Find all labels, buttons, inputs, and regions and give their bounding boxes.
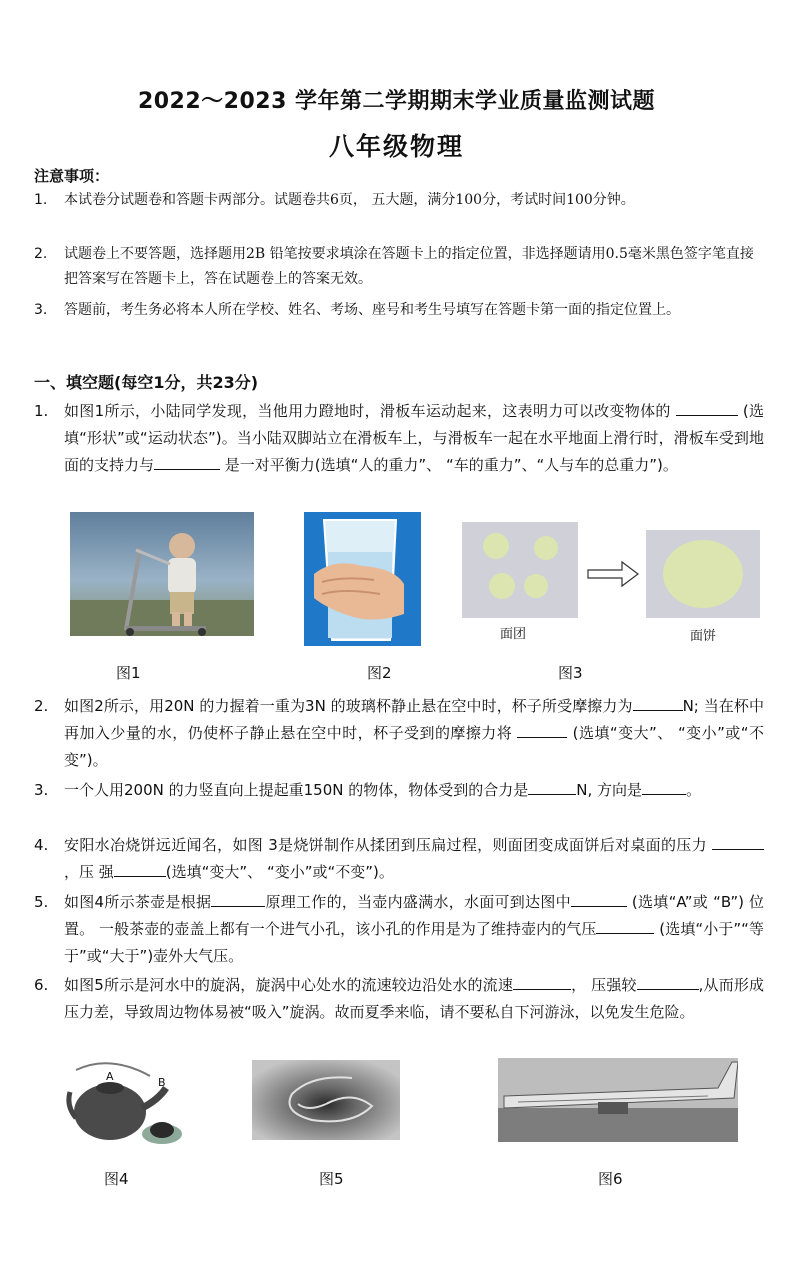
- question-1: [34, 398, 764, 479]
- figure-3-right-label: 面饼: [690, 629, 717, 644]
- notice-item-text: 答题前，考生务必将本人所在学校、姓名、考场、座号和考生号填写在答题卡第一面的指定位置上。: [64, 302, 680, 318]
- figure-5-caption: 图5: [319, 1170, 344, 1188]
- question-number: 6.: [34, 976, 49, 994]
- answer-blank[interactable]: [517, 721, 567, 738]
- question-4: [34, 832, 764, 886]
- figure-2-caption: 图2: [367, 664, 392, 682]
- question-text: N, 方向是: [576, 781, 643, 799]
- question-text: ， 压强较: [570, 976, 637, 994]
- question-5: [34, 889, 764, 970]
- exam-subtitle: 八年级物理: [328, 132, 464, 161]
- figure-3-dough-image: [462, 522, 762, 646]
- question-text: (选填“变大”、 “变小”或“不变”)。: [165, 863, 394, 881]
- figure-4-label-b: B: [158, 1076, 166, 1089]
- notice-item: [34, 188, 764, 213]
- notice-item: [34, 298, 764, 323]
- question-text: 是一对平衡力(选填“人的重力”、 “车的重力”、“人与车的总重力”)。: [220, 456, 678, 474]
- question-text: 如图5所示是河水中的旋涡，旋涡中心处水的流速较边沿处水的流速: [64, 976, 513, 994]
- figure-3-caption: 图3: [558, 664, 583, 682]
- question-2: [34, 693, 764, 774]
- question-text: (选填“A”或 “B”) 位置。 一般茶壶的壶盖上都有一个进气小孔，该小孔的作用是为了维持壶内的气压: [64, 893, 764, 938]
- answer-blank[interactable]: [596, 917, 654, 934]
- question-text: ,从而形成压力差，导致周边物体易被“吸入”旋涡。故而夏季来临，请不要私自下河游泳，以免发生危险。: [64, 976, 764, 1021]
- figure-5-whirlpool-image: [252, 1060, 400, 1140]
- question-text: 如图1所示，小陆同学发现，当他用力蹬地时，滑板车运动起来，这表明力可以改变物体的: [64, 402, 676, 420]
- question-text: 一个人用200N 的力竖直向上提起重150N 的物体，物体受到的合力是: [64, 781, 529, 799]
- figure-4-caption: 图4: [104, 1170, 129, 1188]
- question-number: 3.: [34, 781, 49, 799]
- question-number: 2.: [34, 697, 49, 715]
- section-heading: 一、填空题(每空1分，共23分): [34, 373, 259, 392]
- answer-blank[interactable]: [571, 890, 627, 907]
- question-text: 。: [686, 781, 702, 799]
- question-text: N; 当在杯中再加入少量的水，仍使杯子静止悬在空中时，杯子受到的摩擦力将: [64, 697, 765, 742]
- question-text: 原理工作的，当壶内盛满水，水面可到达图中: [265, 893, 571, 911]
- figure-3-left-label: 面团: [500, 627, 527, 642]
- answer-blank[interactable]: [513, 973, 571, 990]
- figure-1-caption: 图1: [116, 664, 141, 682]
- question-6: [34, 972, 764, 1026]
- question-text: (选填“形状”或“运动状态”)。当小陆双脚站立在滑板车上，与滑板车一起在水平地面上滑行时，滑板车受到地面的支持力与: [64, 402, 764, 474]
- answer-blank[interactable]: [154, 453, 220, 470]
- notice-item-number: 3.: [34, 302, 48, 318]
- answer-blank[interactable]: [633, 694, 683, 711]
- answer-blank[interactable]: [114, 860, 166, 877]
- question-text: (选填“小于”“等于”或“大于”)壶外大气压。: [64, 920, 764, 965]
- question-number: 5.: [34, 893, 49, 911]
- answer-blank[interactable]: [642, 778, 686, 795]
- question-text: 如图4所示茶壶是根据: [64, 893, 212, 911]
- answer-blank[interactable]: [211, 890, 265, 907]
- notice-item-text: 本试卷分试题卷和答题卡两部分。试题卷共6页， 五大题，满分100分，考试时间100分钟。: [64, 192, 635, 208]
- notice-item-text: 试题卷上不要答题，选择题用2B 铅笔按要求填涂在答题卡上的指定位置，非选择题请用0.5毫米黑色签字笔直接把答案写在答题卡上，答在试题卷上的答案无效。: [64, 246, 754, 287]
- question-number: 1.: [34, 402, 49, 420]
- answer-blank[interactable]: [712, 833, 764, 850]
- notice-item-number: 1.: [34, 192, 48, 208]
- figure-2-glass-image: [304, 512, 421, 646]
- question-text: ，压 强: [64, 863, 114, 881]
- figure-4-teapot-image: [66, 1058, 190, 1148]
- notice-item: [34, 242, 764, 292]
- answer-blank[interactable]: [528, 778, 576, 795]
- question-3: [34, 777, 764, 804]
- notice-heading: 注意事项：: [34, 167, 110, 185]
- question-number: 4.: [34, 836, 49, 854]
- notice-item-number: 2.: [34, 246, 48, 262]
- figure-4-label-a: A: [106, 1070, 114, 1083]
- exam-title: 2022～2023 学年第二学期期末学业质量监测试题: [137, 89, 656, 114]
- question-text: 如图2所示，用20N 的力握着一重为3N 的玻璃杯静止悬在空中时，杯子所受摩擦力为: [64, 697, 633, 715]
- answer-blank[interactable]: [676, 399, 738, 416]
- answer-blank[interactable]: [637, 973, 699, 990]
- figure-1-scooter-image: [70, 512, 254, 636]
- figure-6-airplane-image: [498, 1058, 738, 1142]
- question-text: 安阳水冶烧饼远近闻名，如图 3是烧饼制作从揉团到压扁过程，则面团变成面饼后对桌面的压力: [64, 836, 712, 854]
- figure-6-caption: 图6: [598, 1170, 623, 1188]
- question-text: (选填“变大”、 “变小”或“不变”)。: [64, 724, 764, 769]
